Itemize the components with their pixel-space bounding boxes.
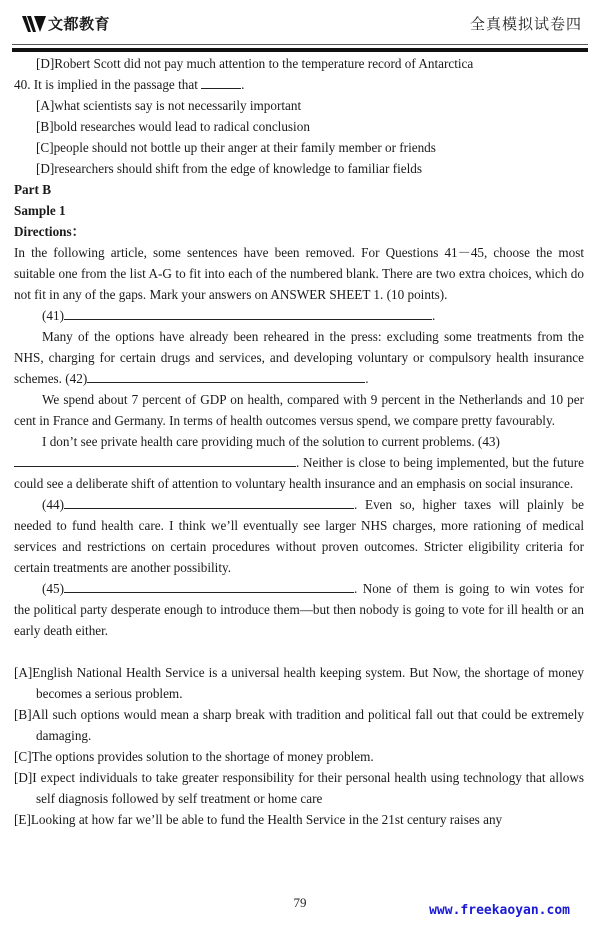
q40-option-a: [A]what scientists say is not necessarily important — [36, 98, 302, 113]
paragraph-3-end: . Neither is close to being implemented, but the future could see a deliberate shift of attention to voluntary health insurance and an emphasis on social insurance. — [14, 455, 584, 491]
page-number: 79 — [293, 895, 307, 910]
q39-option-d: [D]Robert Scott did not pay much attention to the temperature record of Antarctica — [36, 56, 474, 71]
sample-heading: Sample 1 — [14, 203, 66, 218]
blank-44 — [64, 494, 354, 509]
blank-41-end: . — [431, 308, 436, 323]
brand-logo — [22, 13, 110, 34]
blank-42 — [87, 368, 365, 383]
q40-blank — [201, 74, 241, 89]
q40-option-b: [B]bold researches would lead to radical conclusion — [36, 119, 310, 134]
choice-d: [D]I expect individuals to take greater responsibility for their personal health using technology that allows self diagnosis followed by self treatment or home care — [14, 770, 584, 806]
paragraph-3-text: I don’t see private health care providing much of the solution to current problems. — [42, 434, 478, 449]
directions-label: Directions： — [14, 224, 85, 239]
blank-45-label: (45) — [42, 581, 64, 596]
blank-43-label: (43) — [477, 434, 500, 449]
q40-option-c: [C]people should not bottle up their anger at their family member or friends — [36, 140, 436, 155]
part-b-heading: Part B — [14, 182, 51, 197]
choice-a: [A]English National Health Service is a universal health keeping system. But Now, the shortage of money becomes a serious problem. — [14, 665, 584, 701]
article-paragraph-5 — [14, 578, 584, 641]
choice-e: [E]Looking at how far we’ll be able to fund the Health Service in the 21st century raises any — [14, 812, 503, 827]
blank-41-line — [14, 305, 584, 326]
blank-41-label: (41) — [42, 308, 64, 323]
paragraph-4-text: . Even so, higher taxes will plainly be needed to fund health care. I think we’ll eventually see larger NHS charges, more rationing of medical services and restrictions on certain procedures without proven outcomes. Stricter eligibility criteria for certain treatments are another possibility. — [14, 497, 584, 575]
q40-stem-text: 40. It is implied in the passage that — [14, 77, 202, 92]
paragraph-1-text: Many of the options have already been reheared in the press: excluding some treatments from the NHS, charging for certain drugs and services, and developing voluntary or compulsory health insurance schemes. — [14, 329, 584, 386]
blank-43 — [14, 452, 296, 467]
q40-stem — [14, 74, 584, 95]
logo-text: 文都教育 — [48, 15, 111, 33]
w-logo-icon — [22, 16, 46, 32]
choice-b: [B]All such options would mean a sharp break with tradition and political fall out that could be extremely damaging. — [14, 707, 584, 743]
paper-title: 全真模拟试卷四 — [469, 15, 582, 33]
choice-c: [C]The options provides solution to the shortage of money problem. — [14, 749, 374, 764]
article-paragraph-1 — [14, 326, 584, 389]
blank-42-label: (42) — [65, 371, 88, 386]
page-header — [12, 0, 588, 46]
article-paragraph-3 — [14, 431, 584, 494]
header-rule-thick — [12, 48, 588, 52]
header-rule-thin — [12, 44, 588, 45]
spacer — [14, 641, 584, 662]
q40-option-d: [D]researchers should shift from the edge of knowledge to familiar fields — [36, 161, 422, 176]
blank-44-label: (44) — [42, 497, 64, 512]
paragraph-5-text: . None of them is going to win votes for the political party desperate enough to introduce them—but then nobody is going to vote for ill health or an early death either. — [14, 581, 584, 638]
directions-text: In the following article, some sentences have been removed. For Questions 41－45, choose the most suitable one from the list A-G to fit into each of the numbered blank. There are two extra choices, which do not fit in any of the gaps. Mark your answers on ANSWER SHEET 1. (10 points). — [14, 245, 584, 302]
blank-42-end: . — [365, 371, 369, 386]
article-paragraph-4 — [14, 494, 584, 578]
blank-45 — [64, 578, 354, 593]
article-paragraph-2: We spend about 7 percent of GDP on health, compared with 9 percent in the Netherlands and 10 per cent in France and Germany. In terms of health outcomes versus spend, we compare pretty favourably. — [14, 392, 584, 428]
blank-41 — [64, 305, 432, 320]
q40-stem-end: . — [241, 77, 245, 92]
page-content — [14, 53, 584, 830]
watermark-link[interactable]: www.freekaoyan.com — [429, 903, 570, 918]
